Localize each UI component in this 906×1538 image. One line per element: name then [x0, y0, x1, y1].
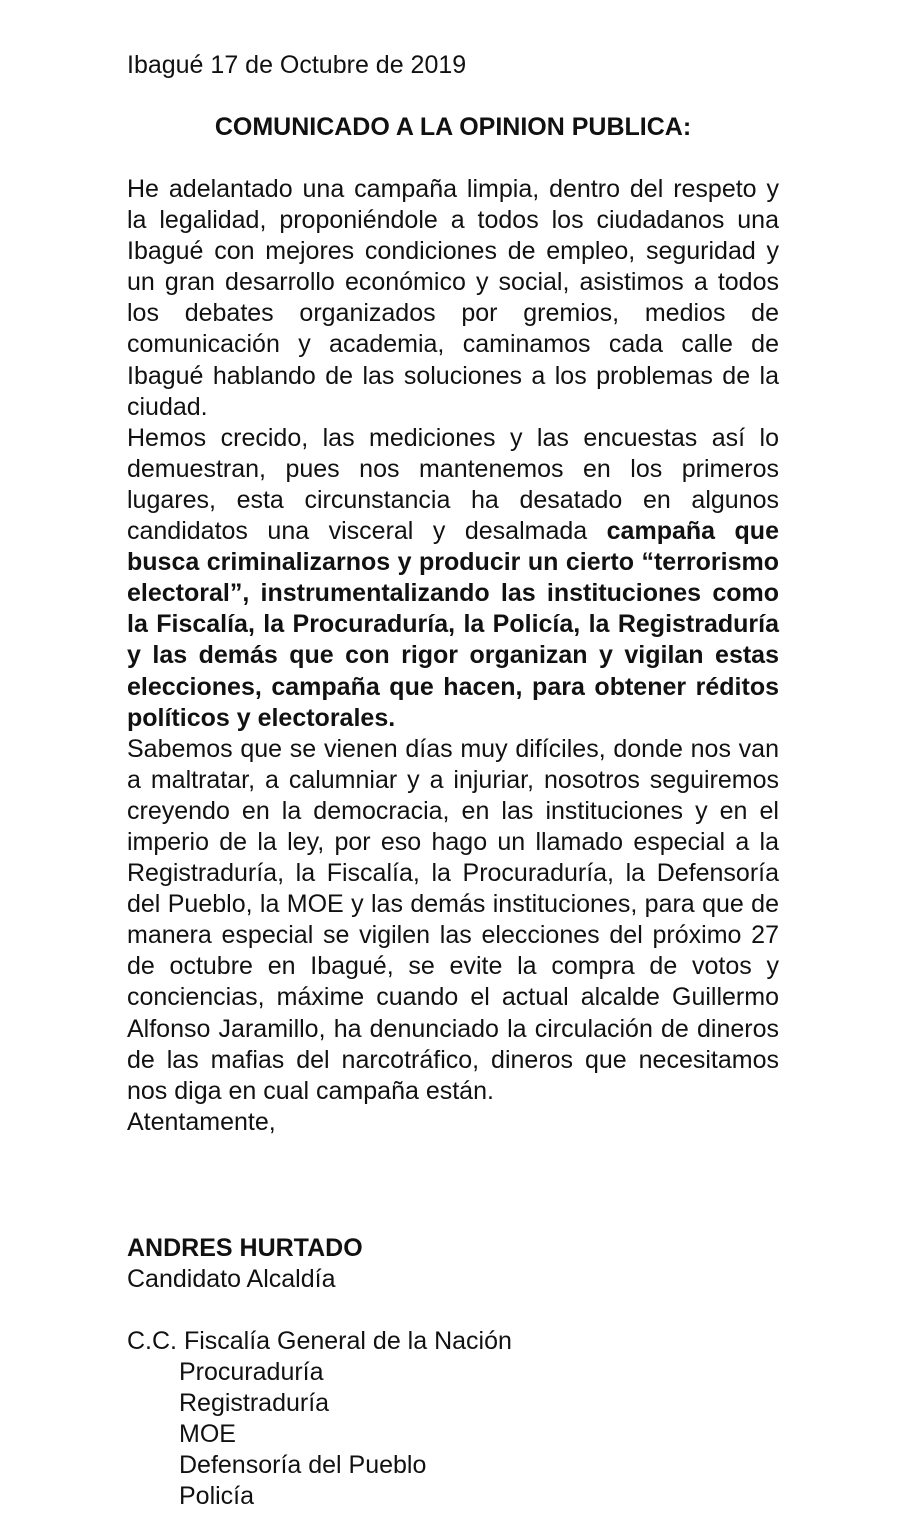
signer-role: Candidato Alcaldía: [127, 1265, 336, 1294]
cc-recipient: Defensoría del Pueblo: [179, 1451, 427, 1480]
cc-recipient: Policía: [179, 1482, 255, 1511]
cc-first-recipient: C.C. Fiscalía General de la Nación: [127, 1327, 512, 1355]
signer-name: ANDRES HURTADO: [127, 1234, 363, 1262]
document-body: [127, 174, 779, 1138]
paragraph-call-to-institutions: Sabemos que se vienen días muy difíciles, donde nos van a maltratar, a calumniar y a injuriar, nosotros seguiremos creyendo en la democracia, en las instituciones y en el imperio de la ley, por eso hago un llamado especial a la Registraduría, la Fiscalía, la Procuraduría, la Defensoría del Pueblo, la MOE y las demás instituciones, para que de manera especial se vigilen las elecciones del próximo 27 de octubre en Ibagué, se evite la compra de votos y conciencias, máxime cuando el actual alcalde Guillermo Alfonso Jaramillo, ha denunciado la circulación de dineros de las mafias del narcotráfico, dineros que necesitamos nos diga en cual campaña están.: [127, 734, 779, 1105]
cc-recipient: MOE: [179, 1420, 236, 1449]
closing-line: Atentamente,: [127, 1107, 276, 1136]
paragraph-growth: [127, 423, 779, 734]
paragraph-growth-bold-text: campaña que busca criminalizarnos y producir un cierto “terrorismo electoral”, instrumentalizando las instituciones como la Fiscalía, la Procuraduría, la Policía, la Registraduría y las demás que con rigor organizan y vigilan estas elecciones, campaña que hacen, para obtener réditos políticos y electorales.: [127, 517, 779, 732]
paragraph-campaign: He adelantado una campaña limpia, dentro del respeto y la legalidad, proponiéndole a todos los ciudadanos una Ibagué con mejores condiciones de empleo, seguridad y un gran desarrollo económico y social, asistimos a todos los debates organizados por gremios, medios de comunicación y academia, caminamos cada calle de Ibagué hablando de las soluciones a los problemas de la ciudad.: [127, 175, 779, 421]
document-heading: COMUNICADO A LA OPINION PUBLICA:: [214, 113, 692, 141]
cc-list: [127, 1326, 512, 1513]
cc-recipient: Procuraduría: [179, 1358, 324, 1387]
cc-recipient: Registraduría: [179, 1389, 330, 1418]
date-line: Ibagué 17 de Octubre de 2019: [127, 51, 467, 79]
paragraph-growth-text: Hemos crecido, las mediciones y las encuestas así lo demuestran, pues nos mantenemos en los primeros lugares, esta circunstancia ha desatado en algunos candidatos una visceral y desalmada: [127, 423, 779, 546]
signature-block: [127, 1233, 363, 1295]
